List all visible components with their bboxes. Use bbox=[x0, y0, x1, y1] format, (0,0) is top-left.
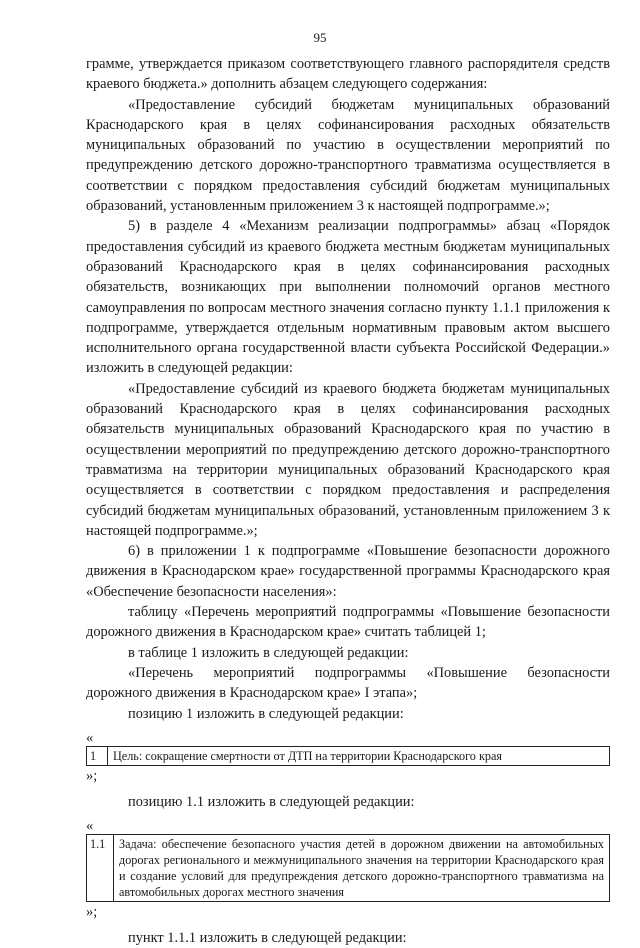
table-position-1 bbox=[86, 746, 610, 766]
table-cell-number: 1.1 bbox=[87, 835, 114, 902]
paragraph: «Предоставление субсидий из краевого бюджета бюджетам муниципальных образований Краснодарского края в целях софинансирования расходных обязательств муниципальных образований Краснодарского края по участию в осуществлении мероприятий по предупреждению детского дорожно-транспортного травматизма на территории муниципальных образований Краснодарского края осуществляется в соответствии с порядком предоставления и распределения субсидий бюджетам муниципальных образований, установленным приложением 3 к настоящей подпрограмме.»; bbox=[86, 380, 610, 539]
page-number: 95 bbox=[313, 30, 327, 45]
quote-open-mark: « bbox=[86, 729, 94, 746]
table-position-1-1 bbox=[86, 834, 610, 902]
table-row bbox=[87, 746, 610, 765]
table-cell-text: Задача: обеспечение безопасного участия детей в дорожном движении на автомобильных дорогах регионального и межмуниципального значения на территории Краснодарского края и создание условий для предупреждения детского дорожно-транспортного травматизма на автомобильных дорогах местного значения bbox=[114, 835, 610, 902]
table-cell-number: 1 bbox=[87, 746, 108, 765]
paragraph: «Перечень мероприятий подпрограммы «Повышение безопасности дорожного движения в Краснодарском крае» I этапа»; bbox=[86, 664, 610, 702]
paragraph: позицию 1.1 изложить в следующей редакции: bbox=[128, 793, 415, 810]
paragraph: пункт 1.1.1 изложить в следующей редакции: bbox=[128, 930, 407, 947]
quote-open-mark: « bbox=[86, 818, 94, 835]
paragraph: 6) в приложении 1 к подпрограмме «Повышение безопасности дорожного движения в Краснодарском крае» государственной программы Краснодарского края «Обеспечение безопасности населения»: bbox=[86, 543, 610, 600]
quote-close-mark: »; bbox=[86, 904, 98, 921]
document-body bbox=[86, 54, 610, 948]
paragraph: в таблице 1 изложить в следующей редакции: bbox=[128, 644, 409, 661]
table-row bbox=[87, 835, 610, 902]
paragraph: позицию 1 изложить в следующей редакции: bbox=[128, 705, 404, 722]
paragraph: грамме, утверждается приказом соответствующего главного распорядителя средств краевого бюджета.» дополнить абзацем следующего содержания: bbox=[86, 56, 610, 93]
paragraph: таблицу «Перечень мероприятий подпрограммы «Повышение безопасности дорожного движения в Краснодарском крае» считать таблицей 1; bbox=[86, 604, 610, 641]
paragraph-group bbox=[86, 54, 610, 724]
table-cell-text: Цель: сокращение смертности от ДТП на территории Краснодарского края bbox=[108, 746, 610, 765]
paragraph: 5) в разделе 4 «Механизм реализации подпрограммы» абзац «Порядок предоставления субсидий из краевого бюджета местным бюджетам муниципальных образований Краснодарского края в целях софинансирования расходных обязательств, возникающих при выполнении полномочий органов местного самоуправления по вопросам местного значения согласно пункту 1.1.1 приложения к подпрограмме, утверждается отдельным нормативным правовым актом высшего исполнительного органа государственной власти субъекта Российской Федерации.» изложить в следующей редакции: bbox=[86, 218, 610, 377]
quote-close-mark: »; bbox=[86, 767, 98, 784]
paragraph: «Предоставление субсидий бюджетам муниципальных образований Краснодарского края в целях софинансирования расходных обязательств муниципальных образований по участию в осуществлении мероприятий по предупреждению детского дорожно-транспортного травматизма осуществляется в соответствии с порядком предоставления субсидий бюджетам муниципальных образований, установленным приложением 3 к настоящей подпрограмме.»; bbox=[86, 96, 610, 215]
